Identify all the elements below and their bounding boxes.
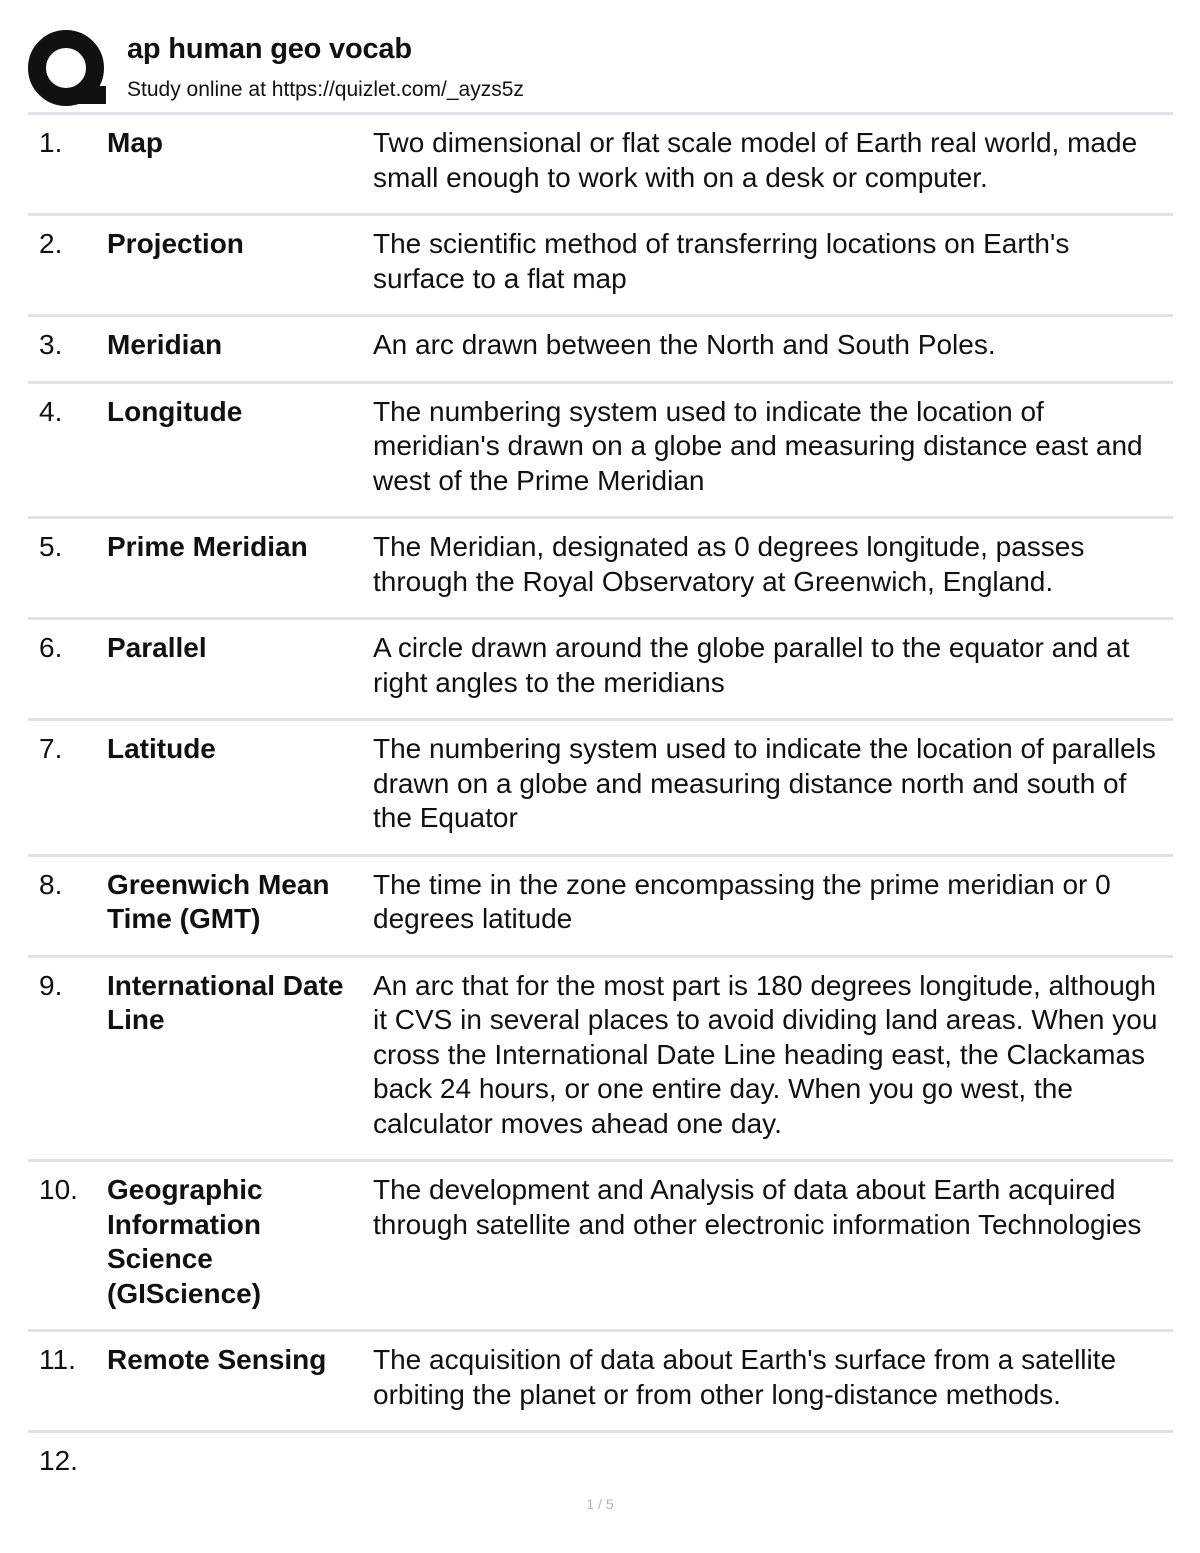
table-row xyxy=(28,721,1173,857)
table-row xyxy=(28,1162,1173,1332)
card-number: 4. xyxy=(39,395,63,427)
card-number: 9. xyxy=(39,969,63,1001)
card-term: Latitude xyxy=(107,733,216,764)
card-definition: The numbering system used to indicate the location of parallels drawn on a globe and measuring distance north and south of the Equator xyxy=(373,733,1156,833)
card-definition xyxy=(373,1444,1173,1479)
table-row xyxy=(28,519,1173,620)
card-term: Map xyxy=(107,127,163,158)
card-number: 11. xyxy=(39,1344,76,1375)
card-definition: The Meridian, designated as 0 degrees longitude, passes through the Royal Observatory at Greenwich, England. xyxy=(373,531,1085,597)
card-definition: The time in the zone encompassing the prime meridian or 0 degrees latitude xyxy=(373,868,1111,934)
table-row xyxy=(28,216,1173,317)
card-definition: Two dimensional or flat scale model of Earth real world, made small enough to work with on a desk or computer. xyxy=(373,127,1138,193)
table-row xyxy=(28,384,1173,520)
card-definition: An arc that for the most part is 180 degrees longitude, although it CVS in several places to avoid dividing land areas. When you cross the International Date Line heading east, the Clackamas back 24 hours, or one entire day. When you go west, the calculator moves ahead one day. xyxy=(373,969,1158,1139)
card-definition: The development and Analysis of data about Earth acquired through satellite and other electronic information Technologies xyxy=(373,1174,1142,1240)
card-number: 6. xyxy=(39,632,63,663)
card-term: International Date Line xyxy=(107,969,344,1035)
card-term: Meridian xyxy=(107,329,223,360)
table-row xyxy=(28,115,1173,216)
card-definition: The scientific method of transferring locations on Earth's surface to a flat map xyxy=(373,228,1070,294)
card-number: 12. xyxy=(39,1445,78,1476)
card-definition: The numbering system used to indicate the location of meridian's drawn on a globe and measuring distance east and west of the Prime Meridian xyxy=(373,395,1143,496)
card-term: Parallel xyxy=(107,632,207,663)
table-row xyxy=(28,317,1173,384)
card-term: Projection xyxy=(107,228,244,259)
table-row xyxy=(28,1433,1173,1497)
card-definition: An arc drawn between the North and South Poles. xyxy=(373,329,996,360)
card-definition: A circle drawn around the globe parallel to the equator and at right angles to the meridians xyxy=(373,632,1130,698)
quizlet-logo-icon xyxy=(28,30,108,110)
card-term: Prime Meridian xyxy=(107,531,308,562)
card-term: Remote Sensing xyxy=(107,1344,327,1375)
card-term xyxy=(107,1444,373,1479)
card-number: 3. xyxy=(39,329,63,360)
table-row xyxy=(28,958,1173,1163)
card-term: Greenwich Mean Time (GMT) xyxy=(107,868,330,934)
card-term: Geographic Information Science (GIScience) xyxy=(107,1174,263,1309)
vocab-table xyxy=(28,112,1173,1497)
card-number: 10. xyxy=(39,1174,78,1205)
card-number: 1. xyxy=(39,127,63,158)
set-title: ap human geo vocab xyxy=(127,33,412,65)
document-header xyxy=(28,28,1172,112)
card-definition: The acquisition of data about Earth's surface from a satellite orbiting the planet or from other long-distance methods. xyxy=(373,1344,1117,1410)
card-number: 5. xyxy=(39,531,63,562)
page-indicator: 1 / 5 xyxy=(586,1496,614,1512)
table-row xyxy=(28,1332,1173,1433)
card-term: Longitude xyxy=(107,395,243,427)
card-number: 2. xyxy=(39,228,63,259)
card-number: 8. xyxy=(39,868,63,900)
study-online-link[interactable]: Study online at https://quizlet.com/_ayzs5z xyxy=(127,78,524,101)
table-row xyxy=(28,857,1173,958)
table-row xyxy=(28,620,1173,721)
card-number: 7. xyxy=(39,733,63,764)
